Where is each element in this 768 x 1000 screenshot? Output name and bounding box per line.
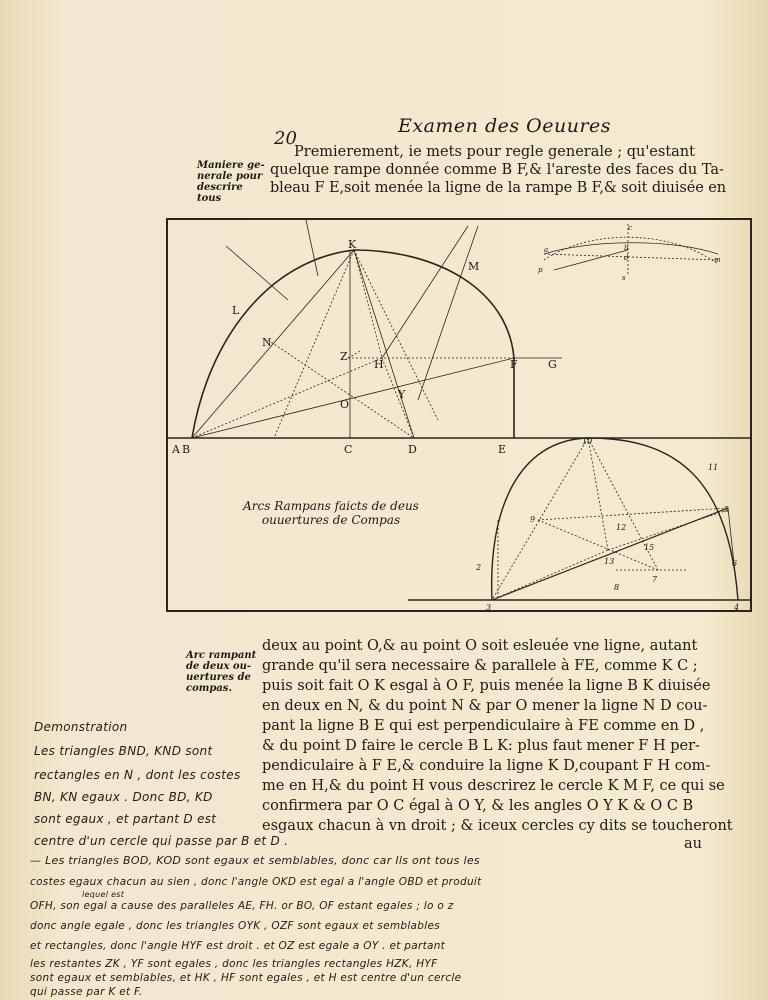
figure-label-small: 6	[732, 559, 738, 568]
margin-note-line: nerale pour	[197, 171, 263, 182]
text-line: Premierement, ie mets pour regle generale ; qu'estant	[294, 144, 695, 160]
inset-label: c	[628, 224, 632, 232]
figure-label: N	[262, 336, 272, 349]
handwritten-line: sont egaux et semblables, et HK , HF sont egales , et H est centre d'un cercle	[30, 972, 462, 984]
caption-line: Arcs Rampans faicts de deus	[243, 499, 419, 513]
figure-label: Z	[340, 350, 348, 363]
handwritten-line: rectangles en N , dont les costes	[34, 768, 241, 782]
figure-label: D	[408, 443, 417, 456]
handwritten-line: costes egaux chacun au sien , donc l'angle OKD est egal a l'angle OBD et produit	[30, 876, 482, 888]
figure-label: F	[510, 358, 518, 371]
figure-caption	[226, 499, 436, 527]
figure-label: A	[172, 443, 180, 456]
figure-frame	[166, 218, 752, 612]
text-line: pant la ligne B E qui est perpendiculaire à FE comme en D ,	[262, 718, 705, 734]
catchword: au	[684, 836, 702, 852]
figure-label: O	[340, 398, 350, 411]
running-head: Examen des Oeuures	[398, 115, 612, 137]
margin-note-line: Arc rampant	[186, 650, 257, 661]
caption-line: ouuertures de Compas	[261, 513, 401, 527]
text-line: pendiculaire à F E,& conduire la ligne K D,coupant F H com-	[262, 758, 711, 774]
inset-label: b	[624, 244, 629, 252]
figure-label-small: 11	[708, 463, 719, 472]
text-line: esgaux chacun à vn droit ; & iceux cercles cy dits se toucheront	[262, 818, 733, 834]
page-number: 20	[274, 128, 297, 149]
margin-note-line: de deux ou-	[186, 661, 251, 672]
geometric-figure	[168, 220, 750, 610]
handwritten-line: Les triangles BND, KND sont	[34, 744, 213, 758]
arc-KMF	[354, 250, 514, 358]
figure-label: K	[348, 238, 357, 251]
inset-label: s	[622, 274, 626, 282]
figure-label: M	[468, 260, 480, 273]
figure-label: B	[182, 443, 191, 456]
handwritten-line: et rectangles, donc l'angle HYF est droit . et OZ est egale a OY . et partant	[30, 940, 446, 952]
text-line: grande qu'il sera necessaire & parallele à FE, comme K C ;	[262, 658, 698, 674]
figure-label: Y	[398, 388, 406, 401]
text-line: deux au point O,& au point O soit esleuée vne ligne, autant	[262, 638, 698, 654]
figure-label: C	[344, 443, 353, 456]
figure-label-small: 8	[614, 583, 620, 592]
figure-label-small: 5	[724, 505, 730, 514]
inset-label: m	[714, 256, 721, 264]
inset-label: p	[538, 266, 543, 274]
handwritten-line: qui passe par K et F.	[30, 986, 143, 998]
margin-note-line: compas.	[186, 683, 232, 694]
text-line: en deux en N, & du point N & par O mener la ligne N D cou-	[262, 698, 708, 714]
handwritten-line: sont egaux , et partant D est	[34, 812, 217, 826]
figure-label: H	[374, 358, 384, 371]
figure-label: E	[498, 443, 507, 456]
figure-label-small: 2	[476, 563, 482, 572]
inset-label: a	[544, 246, 549, 254]
figure-label-small: 10	[582, 437, 593, 446]
figure-label-small: 12	[616, 523, 627, 532]
handwritten-line: Demonstration	[34, 720, 128, 734]
inset-label: d	[624, 254, 629, 262]
handwritten-line: — Les triangles BOD, KOD sont egaux et semblables, donc car Ils ont tous les	[30, 854, 480, 867]
figure-label: G	[548, 358, 557, 371]
text-line: confirmera par O C égal à O Y, & les angles O Y K & O C B	[262, 798, 694, 814]
margin-note-line: uertures de	[186, 672, 251, 683]
handwritten-line: les restantes ZK , YF sont egales , donc les triangles rectangles HZK, HYF	[30, 958, 438, 970]
margin-note-middle	[186, 650, 260, 694]
text-line: & du point D faire le cercle B L K: plus faut mener F H per-	[262, 738, 700, 754]
text-line: puis soit fait O K esgal à O F, puis menée la ligne B K diuisée	[262, 678, 711, 694]
figure-label-small: 9	[530, 515, 536, 524]
text-line: quelque rampe donnée comme B F,& l'areste des faces du Ta-	[270, 162, 724, 178]
handwritten-line: OFH, son egal a cause des paralleles AE, FH. or BO, OF estant egales ; lo o z	[30, 900, 454, 912]
text-line: bleau F E,soit menée la ligne de la rampe B F,& soit diuisée en	[270, 180, 726, 196]
margin-note-line: Maniere ge-	[197, 160, 265, 171]
margin-note-top	[197, 160, 267, 204]
figure-label-small: 13	[604, 557, 615, 566]
handwritten-line: BN, KN egaux . Donc BD, KD	[34, 790, 213, 804]
figure-label-small: 3	[486, 603, 492, 610]
figure-label: L	[232, 304, 240, 317]
figure-label-small: 4	[734, 603, 740, 610]
margin-note-line: descrire tous	[197, 182, 243, 204]
figure-label-small: 7	[652, 575, 658, 584]
handwritten-line: donc angle egale , donc les triangles OYK , OZF sont egaux et semblables	[30, 920, 440, 932]
handwritten-interlinear: lequel est	[82, 890, 125, 899]
figure-label-small: 15	[644, 543, 655, 552]
handwritten-line: centre d'un cercle qui passe par B et D .	[34, 834, 289, 848]
text-line: me en H,& du point H vous descrirez le cercle K M F, ce qui se	[262, 778, 725, 794]
